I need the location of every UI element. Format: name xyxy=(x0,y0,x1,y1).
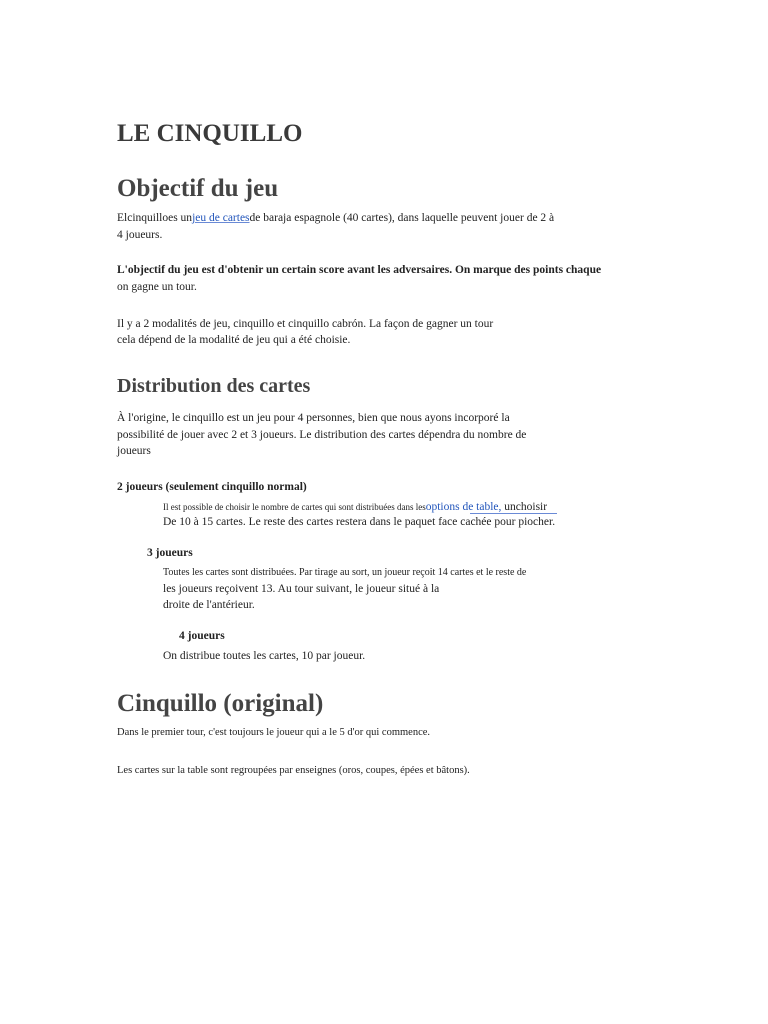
distribution-paragraph-line-1: À l'origine, le cinquillo est un jeu pour 4 personnes, bien que nous ayons incorporé la xyxy=(117,412,510,424)
cinquillo-paragraph-2: Les cartes sur la table sont regroupées par enseignes (oros, coupes, épées et bâtons). xyxy=(117,765,470,776)
page-title: LE CINQUILLO xyxy=(117,120,303,147)
options-de-table-link[interactable]: options de table, xyxy=(425,501,502,513)
distribution-paragraph-line-2: possibilité de jouer avec 2 et 3 joueurs. Le distribution des cartes dépendra du nombre de xyxy=(117,429,527,441)
objectif-paragraph-1-line-2: 4 joueurs. xyxy=(117,229,163,241)
jeu-de-cartes-link[interactable]: jeu de cartes xyxy=(192,212,250,224)
objectif-paragraph-2-line-2: on gagne un tour. xyxy=(117,281,197,293)
two-players-text-b: unchoisir xyxy=(501,501,557,514)
objectif-text-a: Elcinquilloes un xyxy=(117,212,193,224)
two-players-text-a: Il est possible de choisir le nombre de cartes qui sont distribuées dans les xyxy=(163,502,426,512)
three-players-line-2: les joueurs reçoivent 13. Au tour suivant, le joueur situé à la xyxy=(163,583,440,595)
objectif-text-b: de baraja espagnole (40 cartes), dans laquelle peuvent jouer de 2 à xyxy=(249,212,555,224)
heading-cinquillo-original: Cinquillo (original) xyxy=(117,690,324,717)
cinquillo-paragraph-1: Dans le premier tour, c'est toujours le joueur qui a le 5 d'or qui commence. xyxy=(117,727,431,738)
two-players-line-2: De 10 à 15 cartes. Le reste des cartes restera dans le paquet face cachée pour piocher. xyxy=(163,516,556,528)
heading-distribution: Distribution des cartes xyxy=(117,375,311,397)
objectif-paragraph-3-line-1: Il y a 2 modalités de jeu, cinquillo et cinquillo cabrón. La façon de gagner un tour xyxy=(117,318,494,330)
distribution-paragraph-line-3: joueurs xyxy=(117,445,151,457)
objectif-paragraph-1-line-1 xyxy=(117,210,554,227)
objectif-paragraph-3-line-2: cela dépend de la modalité de jeu qui a été choisie. xyxy=(117,334,351,346)
heading-objectif: Objectif du jeu xyxy=(117,175,279,202)
four-players-line-1: On distribue toutes les cartes, 10 par joueur. xyxy=(163,650,366,662)
three-players-line-1: Toutes les cartes sont distribuées. Par tirage au sort, un joueur reçoit 14 cartes et le reste de xyxy=(163,567,527,578)
objectif-paragraph-2-line-1: L'objectif du jeu est d'obtenir un certain score avant les adversaires. On marque des points chaque xyxy=(117,264,602,276)
two-players-heading: 2 joueurs (seulement cinquillo normal) xyxy=(117,481,307,493)
three-players-line-3: droite de l'antérieur. xyxy=(163,599,255,611)
three-players-heading: 3 joueurs xyxy=(147,547,193,559)
four-players-heading: 4 joueurs xyxy=(179,630,225,642)
